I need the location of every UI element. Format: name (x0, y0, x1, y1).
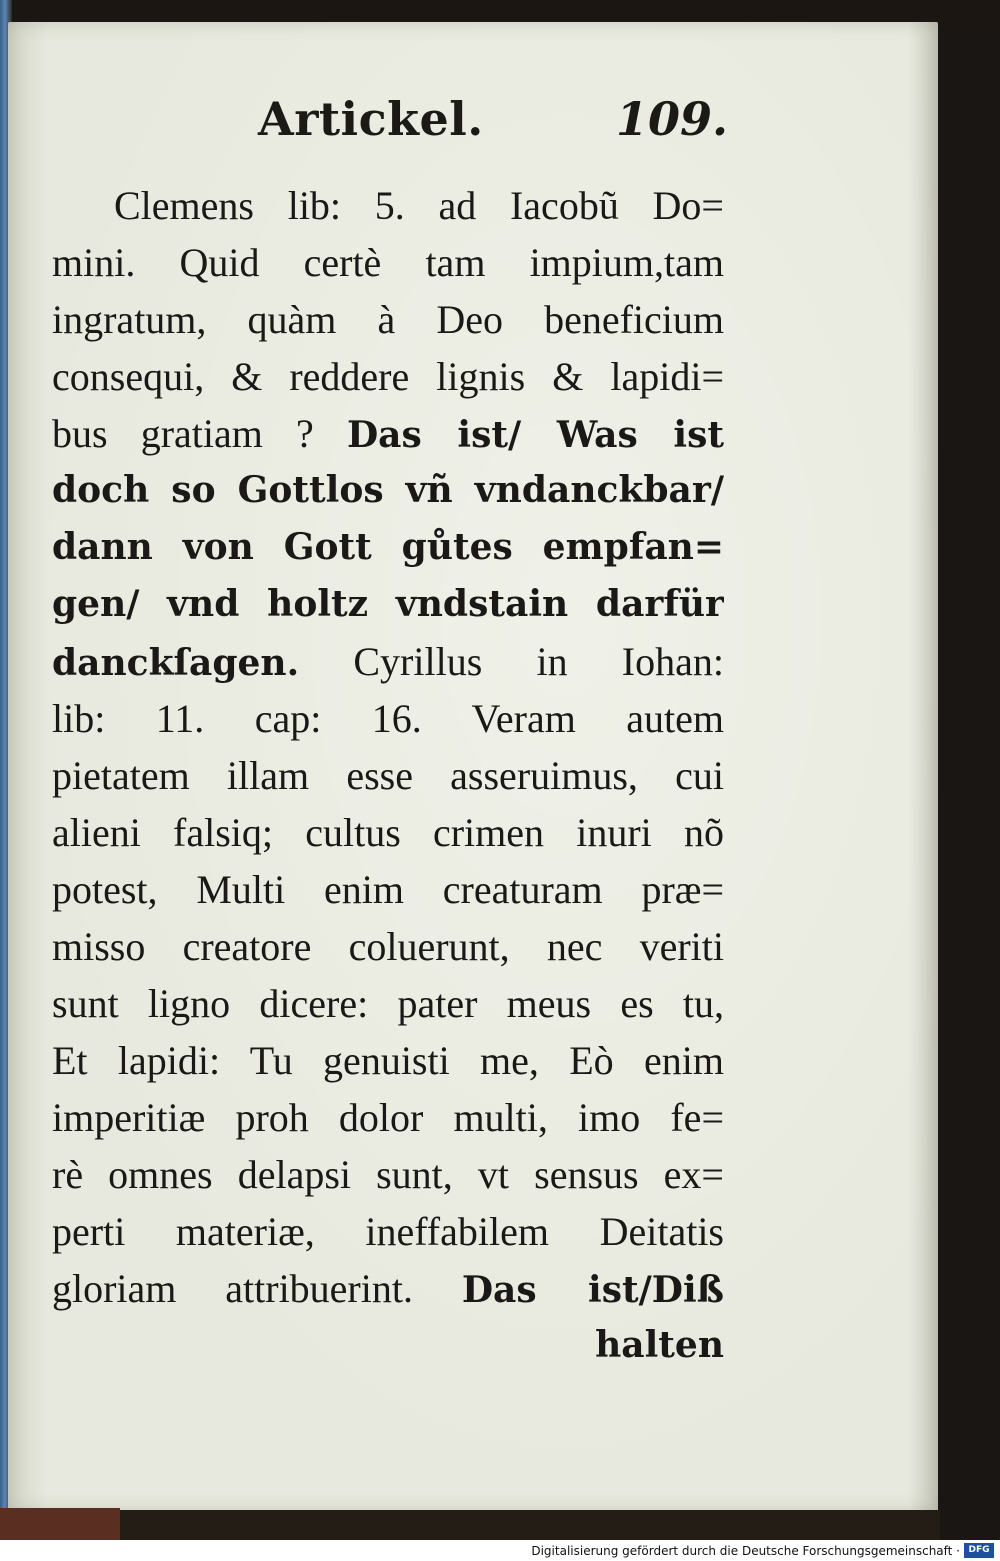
page-number: 109. (615, 92, 728, 146)
funding-credit: Digitalisierung gefördert durch die Deutsche Forschungsgemeinschaft · (531, 1544, 960, 1558)
text-line: lib: 11. cap: 16. Veram autem (52, 696, 724, 741)
text-line-roman: gloriam attribuerint. (52, 1266, 462, 1311)
text-line: misso creatore coluerunt, nec veriti (52, 924, 724, 969)
text-line (52, 1260, 724, 1317)
text-line: gen/ vnd holtz vndstain darfür (52, 583, 724, 625)
text-line: rè omnes delapsi sunt, vt sensus ex= (52, 1152, 724, 1197)
text-line: sunt ligno dicere: pater meus es tu, (52, 981, 724, 1026)
text-line: alieni falsiq; cultus crimen inuri nõ (52, 810, 724, 855)
text-line-roman: bus gratiam ? (52, 411, 347, 456)
body-text (52, 177, 724, 1374)
text-line-roman: Cyrillus in Iohan: (299, 639, 724, 684)
book-page (8, 22, 938, 1512)
scan-bottom-margin (0, 1510, 940, 1540)
text-line (52, 633, 724, 690)
dfg-logo-icon: DFG (964, 1543, 994, 1558)
text-line: pietatem illam esse asseruimus, cui (52, 753, 724, 798)
text-line-fraktur: danckſagen. (52, 642, 300, 684)
text-line: consequi, & reddere lignis & lapidi= (52, 354, 724, 399)
text-line: Et lapidi: Tu genuisti me, Eò enim (52, 1038, 724, 1083)
text-line: ingratum, quàm à Deo beneficium (52, 297, 724, 342)
text-line: doch so Gottlos vñ vndanckbar/ (52, 469, 724, 511)
text-line: dann von Gott gůtes empfan= (52, 526, 724, 568)
text-line-fraktur: Das ist/Diß (461, 1269, 724, 1311)
catchword: halten (595, 1324, 724, 1366)
page-edge-shade (908, 22, 938, 1512)
text-line: Clemens lib: 5. ad Iacobũ Do= (114, 183, 724, 228)
text-line-fraktur: Das ist/ Was ist (346, 414, 724, 456)
book-cover-edge (0, 1508, 120, 1542)
text-line (52, 405, 724, 462)
text-line: potest, Multi enim creaturam præ= (52, 867, 724, 912)
running-head: Artickel. (258, 92, 484, 146)
text-line: perti materiæ, ineffabilem Deitatis (52, 1209, 724, 1254)
text-line: mini. Quid certè tam impium,tam (52, 240, 724, 285)
text-line: imperitiæ proh dolor multi, imo fe= (52, 1095, 724, 1140)
page-header (258, 92, 728, 162)
